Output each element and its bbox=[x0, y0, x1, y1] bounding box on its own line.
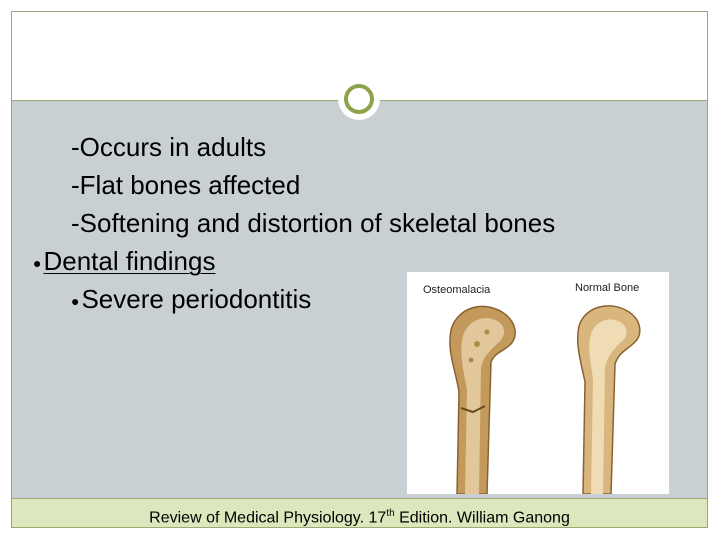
dental-findings-heading: Dental findings bbox=[43, 246, 216, 276]
bullet-icon: ● bbox=[71, 293, 80, 310]
femur-illustration bbox=[407, 272, 669, 494]
circle-ornament-icon bbox=[338, 78, 380, 120]
citation-part-2: Edition. William Ganong bbox=[394, 509, 570, 527]
citation-part-1: Review of Medical Physiology. 17 bbox=[149, 509, 387, 527]
text-line-flat-bones: -Flat bones affected bbox=[71, 170, 301, 200]
periodontitis-text: Severe periodontitis bbox=[81, 284, 312, 314]
footer-bar bbox=[12, 498, 707, 527]
text-line-occurs-adults: -Occurs in adults bbox=[71, 132, 267, 162]
bullet-dental-findings bbox=[33, 246, 215, 278]
figure-label-normal-bone: Normal Bone bbox=[575, 282, 640, 294]
citation-text bbox=[12, 499, 707, 532]
citation-superscript: th bbox=[386, 508, 395, 519]
text-line-softening: -Softening and distortion of skeletal bones bbox=[71, 208, 556, 238]
normal-femur-icon bbox=[578, 306, 640, 494]
osteomalacia-femur-icon bbox=[450, 306, 515, 494]
bullet-icon: ● bbox=[33, 255, 42, 272]
bone-comparison-figure bbox=[407, 272, 669, 494]
figure-label-osteomalacia: Osteomalacia bbox=[423, 284, 491, 296]
bullet-periodontitis bbox=[71, 284, 311, 316]
